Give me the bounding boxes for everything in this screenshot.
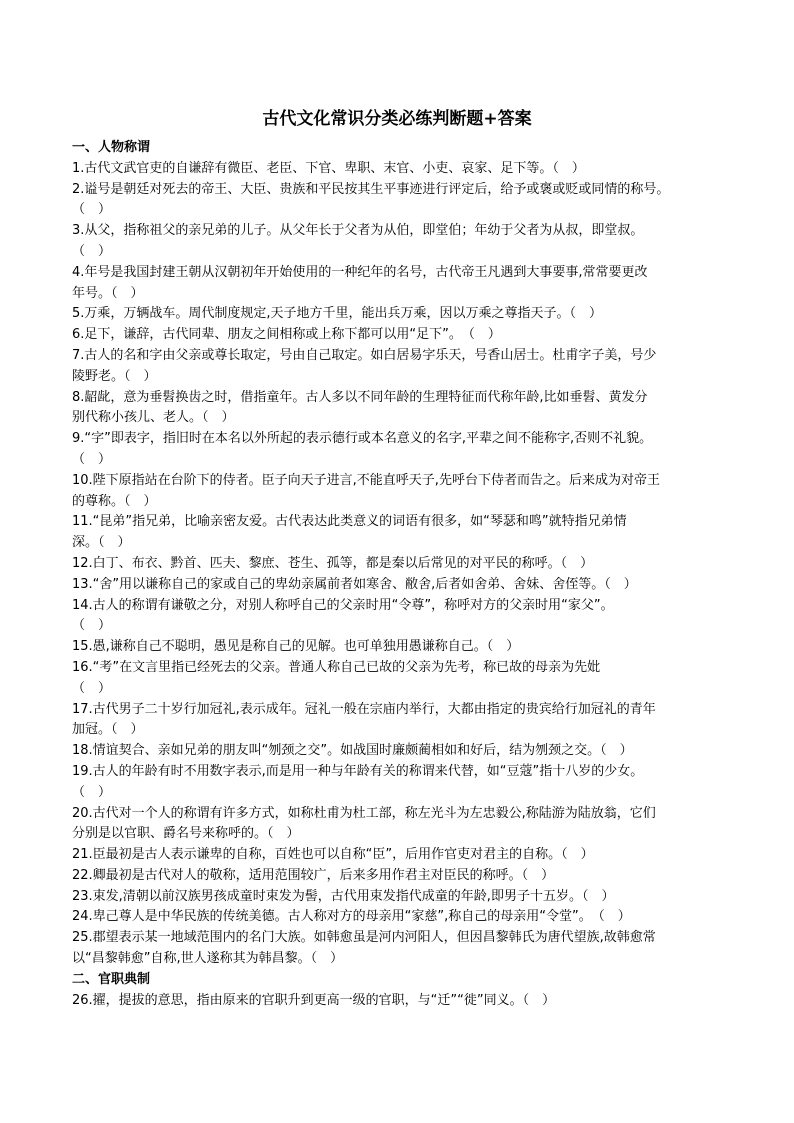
question-line: 1.古代文武官吏的自谦辞有微臣、老臣、下官、卑职、末官、小吏、哀家、足下等。（ ）	[72, 160, 585, 176]
question-line: 17.古代男子二十岁行加冠礼,表示成年。冠礼一般在宗庙内举行，大都由指定的贵宾给行加冠礼的青年	[72, 701, 656, 717]
question-line: 18.情谊契合、亲如兄弟的朋友叫“刎颈之交”。如战国时廉颇蔺相如和好后，结为刎颈之交。（ ）	[72, 743, 633, 759]
question-line: 深。（ ）	[72, 535, 131, 551]
question-line: （ ）	[72, 202, 112, 218]
question-line: 22.卿最初是古代对人的敬称，适用范围较广，后来多用作君主对臣民的称呼。（ ）	[72, 867, 555, 883]
question-line: 10.陛下原指站在台阶下的侍者。臣子向天子进言,不能直呼天子,先呼台下侍者而告之。后来成为对帝王	[72, 472, 660, 488]
document-body	[72, 138, 732, 1011]
question-line: 年号。（ ）	[72, 285, 144, 301]
question-line: 2.谥号是朝廷对死去的帝王、大臣、贵族和平民按其生平事迹进行评定后，给予或褒或贬或同情的称号。	[72, 181, 670, 197]
question-line: 11.“昆弟”指兄弟，比喻亲密友爱。古代表达此类意义的词语有很多，如“琴瑟和鸣”就特指兄弟情	[72, 514, 627, 530]
question-line: 14.古人的称谓有谦敬之分，对别人称呼自己的父亲时用“令尊”，称呼对方的父亲时用“家父”。	[72, 597, 614, 613]
document-title: 古代文化常识分类必练判断题+答案	[262, 109, 532, 129]
question-line: 23.束发,清朝以前汉族男孩成童时束发为髻，古代用束发指代成童的年龄,即男子十五岁。（ ）	[72, 888, 615, 904]
question-line: 的尊称。（ ）	[72, 493, 157, 509]
question-line: 分别是以官职、爵名号来称呼的。（ ）	[72, 826, 300, 842]
question-line: 12.白丁、布衣、黔首、匹夫、黎庶、苍生、孤等，都是秦以后常见的对平民的称呼。（ ）	[72, 555, 594, 571]
question-line: （ ）	[72, 784, 112, 800]
question-line: 6.足下，谦辞，古代同辈、朋友之间相称或上称下都可以用“足下”。 （ ）	[72, 327, 501, 343]
question-line: （ ）	[72, 618, 112, 634]
question-line: （ ）	[72, 451, 112, 467]
question-line: 15.愚,谦称自己不聪明，愚见是称自己的见解。也可单独用愚谦称自己。（ ）	[72, 639, 520, 655]
question-line: （ ）	[72, 243, 112, 259]
question-line: 陵野老。（ ）	[72, 368, 157, 384]
question-line: （ ）	[72, 680, 112, 696]
question-line: 加冠。（ ）	[72, 722, 144, 738]
question-line: 16.“考”在文言里指已经死去的父亲。普通人称自己已故的父亲为先考，称已故的母亲为先妣	[72, 659, 601, 675]
question-line: 3.从父，指称祖父的亲兄弟的儿子。从父年长于父者为从伯，即堂伯；年幼于父者为从叔，即堂叔。	[72, 223, 644, 239]
question-line: 21.臣最初是古人表示谦卑的自称，百姓也可以自称“臣”，后用作官吏对君主的自称。（ ）	[72, 847, 594, 863]
question-line: 8.龆龀，意为垂髫换齿之时，借指童年。古人多以不同年龄的生理特征而代称年龄,比如垂髫、黄发分	[72, 389, 648, 405]
question-line: 5.万乘，万辆战车。周代制度规定,天子地方千里，能出兵万乘，因以万乘之尊指天子。（ ）	[72, 306, 603, 322]
question-line: 26.擢，提拔的意思，指由原来的官职升到更高一级的官职，与“迁”“徙”同义。（ ）	[72, 992, 556, 1008]
question-line: 25.郡望表示某一地域范围内的名门大族。如韩愈虽是河内河阳人，但因昌黎韩氏为唐代望族,故韩愈常	[72, 930, 656, 946]
question-line: 20.古代对一个人的称谓有许多方式，如称杜甫为杜工部，称左光斗为左忠毅公,称陆游为陆放翁，它们	[72, 805, 656, 821]
question-line: 别代称小孩儿、老人。（ ）	[72, 410, 235, 426]
question-line: 4.年号是我国封建王朝从汉朝初年开始使用的一种纪年的名号，古代帝王凡遇到大事要事,常常要更改	[72, 264, 648, 280]
question-line: 19.古人的年龄有时不用数字表示,而是用一种与年龄有关的称谓来代替，如“豆蔻”指十八岁的少女。	[72, 763, 644, 779]
question-line: 7.古人的名和字由父亲或尊长取定，号由自己取定。如白居易字乐天，号香山居士。杜甫字子美，号少	[72, 347, 657, 363]
section-heading: 一、人物称谓	[72, 140, 151, 155]
question-line: 以“昌黎韩愈”自称,世人遂称其为韩昌黎。（ ）	[72, 951, 344, 967]
section-heading: 二、官职典制	[72, 971, 151, 987]
question-line: 9.“字”即表字，指旧时在本名以外所起的表示德行或本名意义的名字,平辈之间不能称字,否则不礼貌。	[72, 431, 653, 447]
question-line: 24.卑己尊人是中华民族的传统美德。古人称对方的母亲用“家慈”,称自己的母亲用“令堂”。 （ ）	[72, 909, 631, 925]
question-line: 13.“舍”用以谦称自己的家或自己的卑幼亲属前者如寒舍、敝舍,后者如舍弟、舍妹、舍侄等。（ ）	[72, 576, 637, 592]
